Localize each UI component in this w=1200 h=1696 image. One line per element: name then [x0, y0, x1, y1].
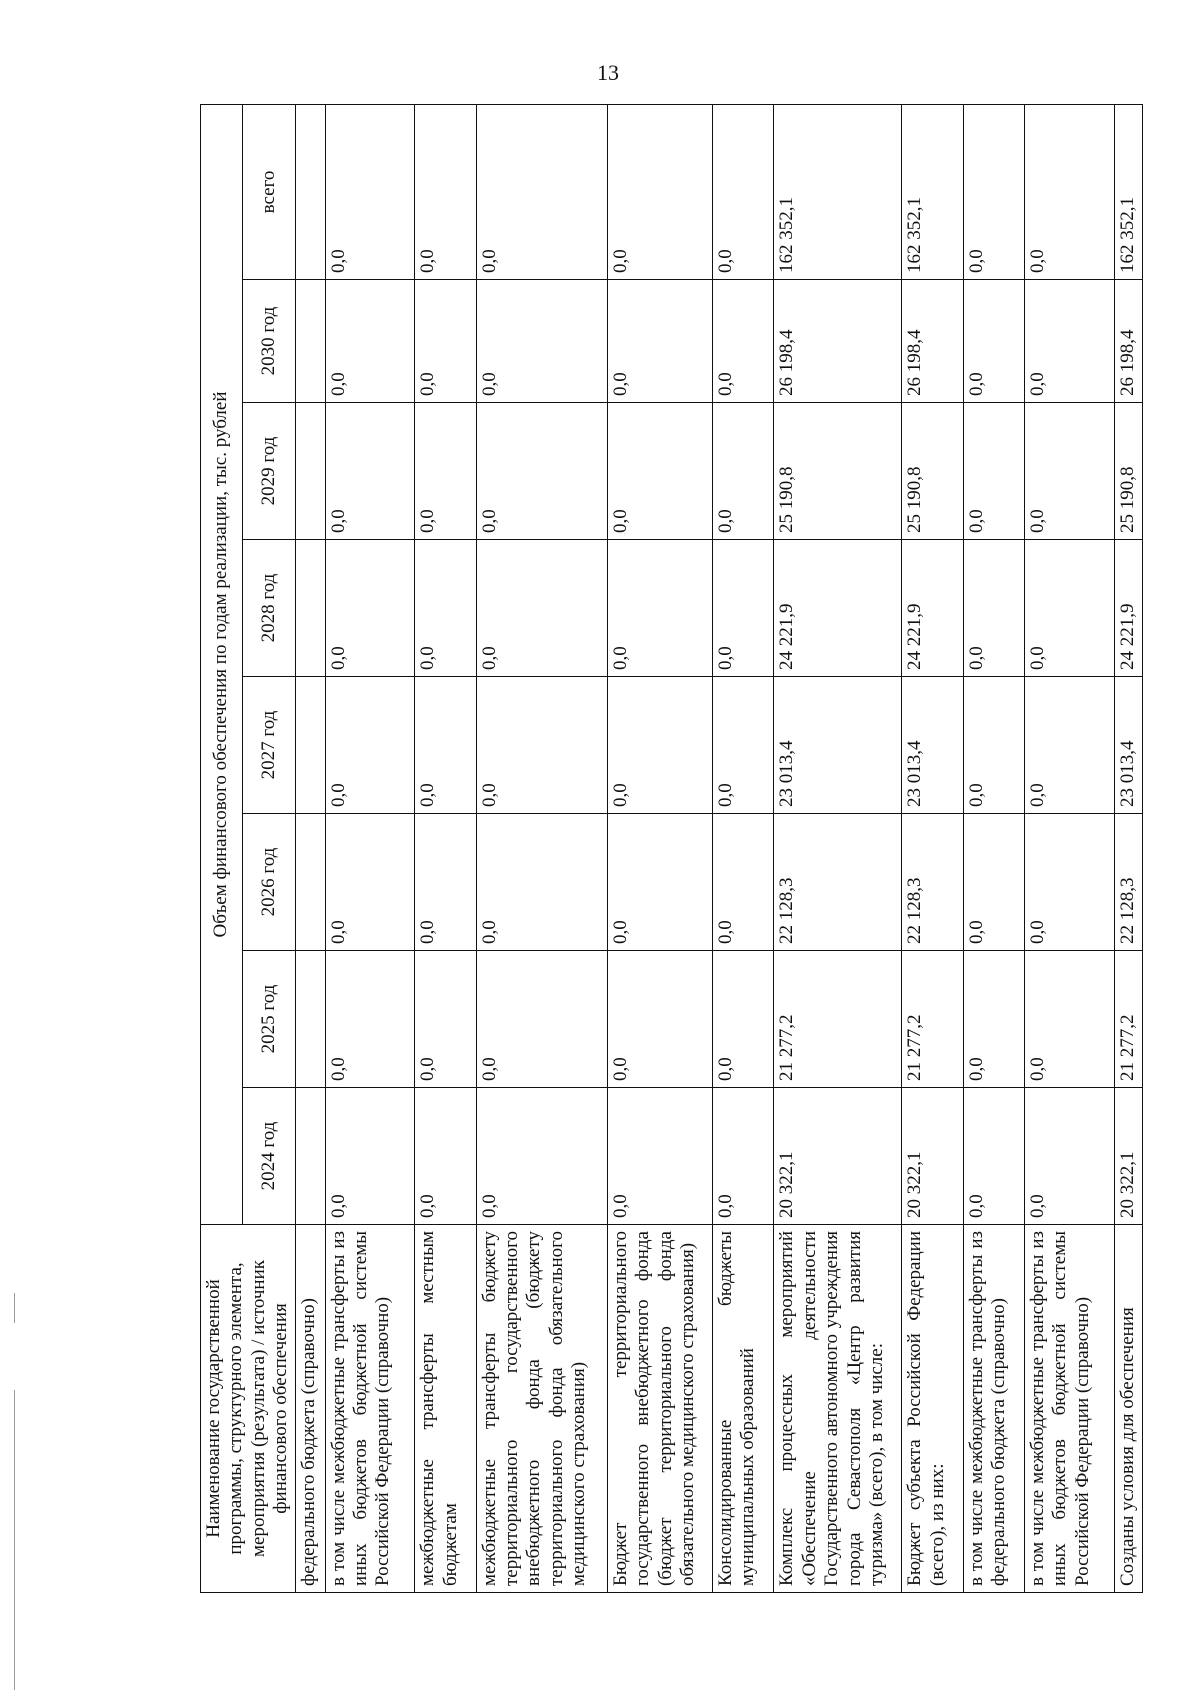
table-row [963, 104, 1024, 1592]
row-total-value: 162 352,1 [774, 104, 902, 279]
row-total-value [295, 104, 325, 279]
row-year-value: 0,0 [415, 814, 476, 951]
row-year-value: 0,0 [963, 540, 1024, 677]
row-year-value: 0,0 [476, 1088, 607, 1225]
header-year: 2028 год [243, 540, 296, 677]
row-year-value: 20 322,1 [774, 1088, 902, 1225]
row-year-value: 0,0 [415, 1088, 476, 1225]
row-year-value: 0,0 [713, 814, 774, 951]
row-year-value: 0,0 [713, 280, 774, 403]
table-row [1114, 104, 1142, 1592]
row-year-value: 0,0 [415, 403, 476, 540]
table-row [607, 104, 712, 1592]
row-year-value: 0,0 [325, 540, 415, 677]
row-year-value: 25 190,8 [902, 403, 963, 540]
row-year-value: 0,0 [607, 677, 712, 814]
row-total-value: 162 352,1 [902, 104, 963, 279]
row-year-value: 0,0 [1024, 280, 1114, 403]
row-year-value: 0,0 [415, 280, 476, 403]
header-year: 2025 год [243, 951, 296, 1088]
row-year-value: 0,0 [963, 403, 1024, 540]
header-year: 2030 год [243, 280, 296, 403]
row-year-value: 0,0 [1024, 677, 1114, 814]
row-year-value: 0,0 [415, 677, 476, 814]
row-year-value: 0,0 [476, 814, 607, 951]
row-year-value: 26 198,4 [902, 280, 963, 403]
row-year-value: 20 322,1 [902, 1088, 963, 1225]
row-name: Бюджет территориального государственного внебюджетного фонда (бюджет территориального фонда обязательного медицинского страхования) [607, 1225, 712, 1593]
row-year-value [295, 814, 325, 951]
table-row [325, 104, 415, 1592]
row-year-value: 26 198,4 [774, 280, 902, 403]
row-year-value: 20 322,1 [1114, 1088, 1142, 1225]
row-year-value: 23 013,4 [1114, 677, 1142, 814]
header-year: 2026 год [243, 814, 296, 951]
scan-edge-mark [14, 1390, 15, 1690]
row-name: федерального бюджета (справочно) [295, 1225, 325, 1593]
row-year-value: 0,0 [713, 677, 774, 814]
row-year-value: 0,0 [415, 540, 476, 677]
row-year-value: 0,0 [325, 814, 415, 951]
row-year-value [295, 403, 325, 540]
row-year-value: 0,0 [415, 951, 476, 1088]
table-row [415, 104, 476, 1592]
row-year-value: 0,0 [963, 280, 1024, 403]
row-year-value: 0,0 [963, 951, 1024, 1088]
row-year-value: 23 013,4 [774, 677, 902, 814]
header-total: всего [243, 104, 296, 279]
row-year-value: 0,0 [713, 403, 774, 540]
header-year: 2024 год [243, 1088, 296, 1225]
row-year-value: 21 277,2 [1114, 951, 1142, 1088]
row-year-value: 0,0 [963, 814, 1024, 951]
table-row [295, 104, 325, 1592]
table-row [902, 104, 963, 1592]
row-total-value: 0,0 [963, 104, 1024, 279]
financing-table-rotated [200, 105, 1138, 1593]
row-year-value: 0,0 [1024, 540, 1114, 677]
row-year-value: 0,0 [325, 677, 415, 814]
row-year-value: 0,0 [607, 540, 712, 677]
header-year: 2027 год [243, 677, 296, 814]
row-year-value: 24 221,9 [902, 540, 963, 677]
row-year-value: 0,0 [476, 951, 607, 1088]
row-year-value: 21 277,2 [774, 951, 902, 1088]
row-year-value [295, 540, 325, 677]
row-name: Комплекс процессных мероприятий «Обеспечение деятельности Государственного автономного учреждения города Севастополя «Центр развития туризма» (всего), в том числе: [774, 1225, 902, 1593]
row-year-value: 0,0 [963, 1088, 1024, 1225]
row-year-value: 0,0 [713, 1088, 774, 1225]
row-year-value: 24 221,9 [774, 540, 902, 677]
row-year-value: 0,0 [963, 677, 1024, 814]
row-name: Бюджет субъекта Российской Федерации (всего), из них: [902, 1225, 963, 1593]
row-year-value: 0,0 [476, 280, 607, 403]
table-row [1024, 104, 1114, 1592]
row-name: в том числе межбюджетные трансферты из иных бюджетов бюджетной системы Российской Федерации (справочно) [1024, 1225, 1114, 1593]
row-year-value [295, 280, 325, 403]
row-year-value: 0,0 [607, 403, 712, 540]
row-name: межбюджетные трансферты местным бюджетам [415, 1225, 476, 1593]
table-row [774, 104, 902, 1592]
row-year-value: 25 190,8 [1114, 403, 1142, 540]
row-total-value: 0,0 [1024, 104, 1114, 279]
row-year-value: 23 013,4 [902, 677, 963, 814]
row-year-value: 0,0 [1024, 403, 1114, 540]
row-year-value: 0,0 [1024, 814, 1114, 951]
row-year-value: 22 128,3 [902, 814, 963, 951]
row-year-value: 0,0 [607, 951, 712, 1088]
row-year-value: 0,0 [476, 540, 607, 677]
row-year-value: 0,0 [476, 677, 607, 814]
header-volume-title: Объем финансового обеспечения по годам реализации, тыс. рублей [201, 104, 243, 1224]
row-year-value: 0,0 [325, 280, 415, 403]
row-name: межбюджетные трансферты бюджету территориального государственного внебюджетного фонда (бюджету территориального фонда обязательного медицинского страхования) [476, 1225, 607, 1593]
row-total-value: 162 352,1 [1114, 104, 1142, 279]
row-year-value: 0,0 [607, 1088, 712, 1225]
row-total-value: 0,0 [415, 104, 476, 279]
row-year-value: 0,0 [607, 280, 712, 403]
row-year-value: 0,0 [1024, 951, 1114, 1088]
row-name: в том числе межбюджетные трансферты из федерального бюджета (справочно) [963, 1225, 1024, 1593]
row-year-value: 22 128,3 [774, 814, 902, 951]
row-year-value: 0,0 [1024, 1088, 1114, 1225]
row-name: в том числе межбюджетные трансферты из иных бюджетов бюджетной системы Российской Федерации (справочно) [325, 1225, 415, 1593]
row-year-value: 0,0 [713, 951, 774, 1088]
row-year-value: 24 221,9 [1114, 540, 1142, 677]
row-year-value: 0,0 [607, 814, 712, 951]
row-name: Созданы условия для обеспечения [1114, 1225, 1142, 1593]
row-year-value [295, 951, 325, 1088]
scan-edge-mark [14, 1293, 15, 1323]
row-year-value: 0,0 [325, 951, 415, 1088]
row-year-value: 22 128,3 [1114, 814, 1142, 951]
table-row [476, 104, 607, 1592]
row-year-value: 26 198,4 [1114, 280, 1142, 403]
row-year-value [295, 1088, 325, 1225]
header-name-column: Наименование государственной программы, структурного элемента, мероприятия (результата) / источник финансового обеспечения [201, 1225, 296, 1593]
page-number: 13 [597, 60, 619, 85]
financing-table [200, 104, 1143, 1593]
row-year-value: 21 277,2 [902, 951, 963, 1088]
row-name: Консолидированные бюджеты муниципальных образований [713, 1225, 774, 1593]
row-year-value: 25 190,8 [774, 403, 902, 540]
row-total-value: 0,0 [713, 104, 774, 279]
row-total-value: 0,0 [325, 104, 415, 279]
row-year-value: 0,0 [325, 1088, 415, 1225]
row-total-value: 0,0 [476, 104, 607, 279]
row-year-value [295, 677, 325, 814]
row-year-value: 0,0 [476, 403, 607, 540]
row-year-value: 0,0 [713, 540, 774, 677]
table-row [713, 104, 774, 1592]
header-year: 2029 год [243, 403, 296, 540]
row-year-value: 0,0 [325, 403, 415, 540]
row-total-value: 0,0 [607, 104, 712, 279]
